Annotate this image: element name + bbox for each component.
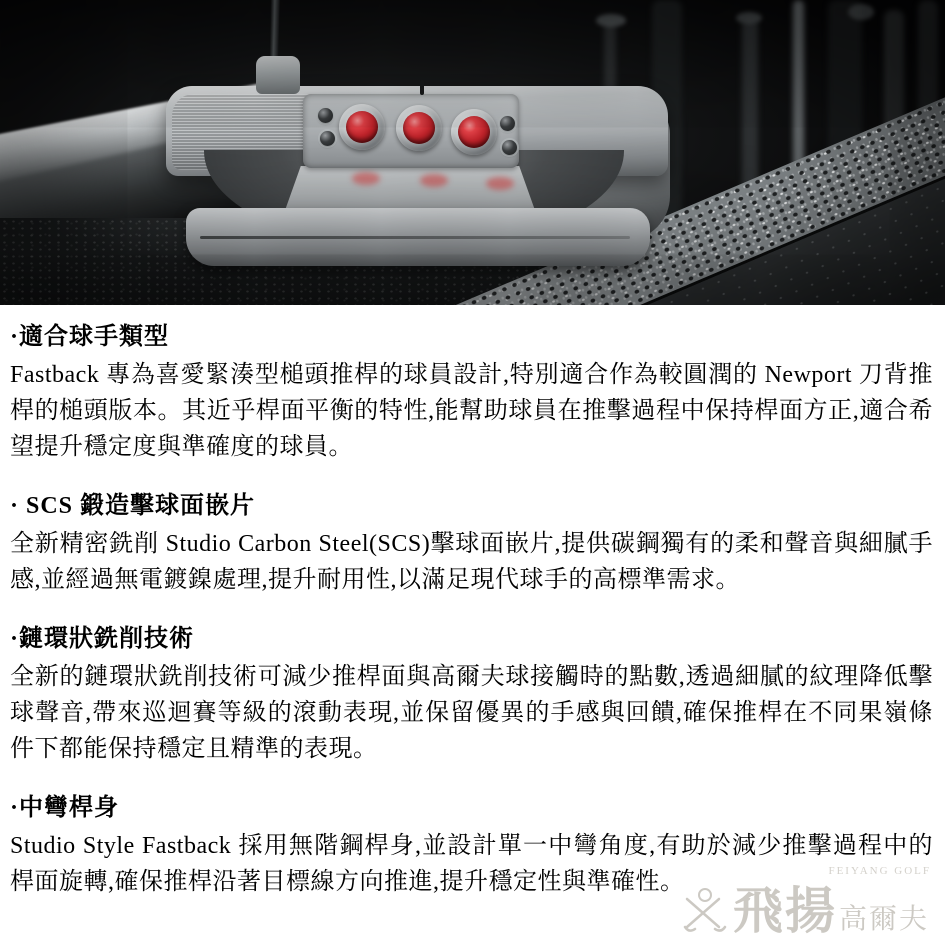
section-body: 全新精密銑削 Studio Carbon Steel(SCS)擊球面嵌片,提供碳鋼獨有的柔和聲音與細膩手感,並經過無電鍍鎳處理,提升耐用性,以滿足現代球手的高標準需求。 xyxy=(10,531,933,593)
section-body: 全新的鏈環狀銑削技術可減少推桿面與高爾夫球接觸時的點數,透過細膩的紋理降低擊球聲音,帶來巡迴賽等級的滾動表現,並保留優異的手感與回饋,確保推桿在不同果嶺條件下都能保持穩定且精準的表現。 xyxy=(10,664,933,762)
feature-section-player-type xyxy=(10,322,933,465)
feature-section-scs-face xyxy=(10,491,933,598)
putter-product-photo xyxy=(0,0,945,305)
section-heading: ·適合球手類型 xyxy=(10,324,170,350)
section-heading: ·鏈環狀銑削技術 xyxy=(10,626,195,652)
photo-vignette xyxy=(0,0,945,305)
section-heading: · SCS 鍛造擊球面嵌片 xyxy=(10,493,256,519)
feature-section-mid-bend-shaft xyxy=(10,793,933,900)
product-description-content xyxy=(0,305,945,926)
section-body: Studio Style Fastback 採用無階鋼桿身,並設計單一中彎角度,有助於減少推擊過程中的桿面旋轉,確保推桿沿著目標線方向推進,提升穩定性與準確性。 xyxy=(10,833,933,895)
watermark-brand-en: FEIYANG GOLF xyxy=(828,865,931,877)
watermark-brand-zh: 飛揚 xyxy=(733,883,837,939)
section-body: Fastback 專為喜愛緊湊型槌頭推桿的球員設計,特別適合作為較圓潤的 Newport 刀背推桿的槌頭版本。其近乎桿面平衡的特性,能幫助球員在推擊過程中保持桿面方正,適合希望提升穩定度與準確度的球員。 xyxy=(10,362,933,460)
watermark-brand-zh-suffix: 高爾夫 xyxy=(839,904,930,935)
section-heading: ·中彎桿身 xyxy=(10,795,120,821)
feature-section-chainlink-milling xyxy=(10,624,933,767)
